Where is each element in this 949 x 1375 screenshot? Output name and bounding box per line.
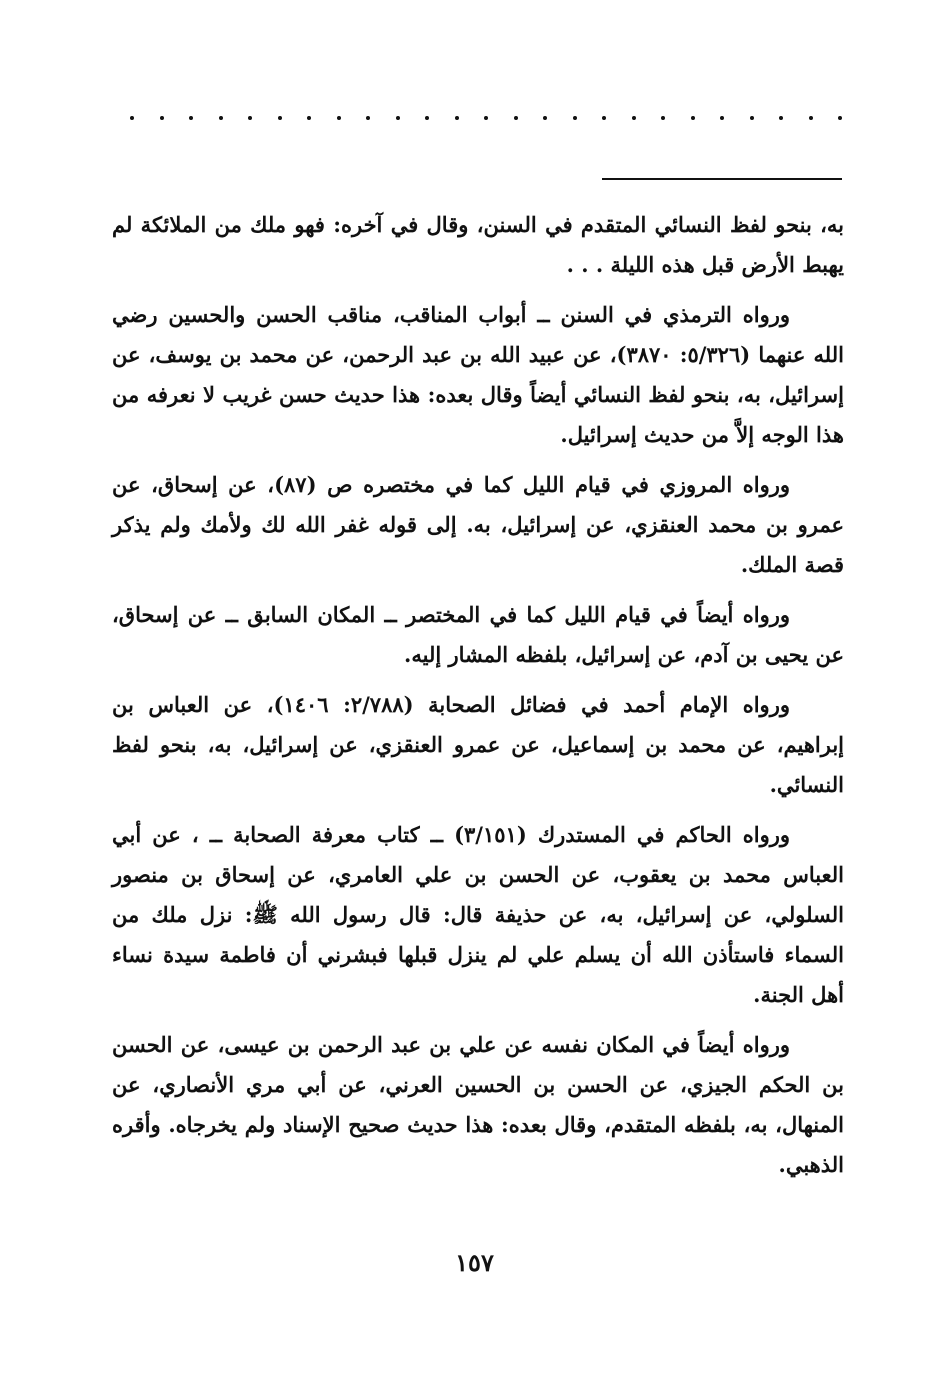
footnote-body xyxy=(112,205,844,1195)
paragraph-4: ورواه أيضاً في قيام الليل كما في المختصر ــ المكان السابق ــ عن إسحاق، عن يحيى بن آدم، عن إسرائيل، بلفظه المشار إليه. xyxy=(112,602,844,667)
page-number: ١٥٧ xyxy=(455,1248,494,1277)
paragraph-6: ورواه الحاكم في المستدرك (٣/١٥١) ــ كتاب معرفة الصحابة ــ ، عن أبي العباس محمد بن يعقوب، عن الحسن بن علي العامري، عن إسحاق بن منصور السلولي، عن إسرائيل، به، عن حذيفة قال: قال رسول الله ﷺ: نزل ملك من السماء فاستأذن الله أن يسلم علي لم ينزل قبلها فبشرني أن فاطمة سيدة نساء أهل الجنة. xyxy=(112,822,844,1007)
paragraph-7: ورواه أيضاً في المكان نفسه عن علي بن عبد الرحمن بن عيسى، عن الحسن بن الحكم الجيزي، عن الحسن بن الحسين العرني، عن أبي مري الأنصاري، عن المنهال، به، بلفظه المتقدم، وقال بعده: هذا حديث صحيح الإسناد ولم يخرجاه. وأقره الذهبي. xyxy=(112,1032,844,1177)
dotted-separator xyxy=(130,108,842,128)
paragraph-1: به، بنحو لفظ النسائي المتقدم في السنن، وقال في آخره: فهو ملك من الملائكة لم يهبط الأرض قبل هذه الليلة . . . xyxy=(112,212,844,277)
paragraph-3: ورواه المروزي في قيام الليل كما في مختصره ص (٨٧)، عن إسحاق، عن عمرو بن محمد العنقزي، عن إسرائيل، به. إلى قوله غفر الله لك ولأمك ولم يذكر قصة الملك. xyxy=(112,472,844,577)
paragraph-2: ورواه الترمذي في السنن ــ أبواب المناقب، مناقب الحسن والحسين رضي الله عنهما (٥/٣٢٦: ٣٨٧٠)، عن عبيد الله بن عبد الرحمن، عن محمد بن يوسف، عن إسرائيل، به، بنحو لفظ النسائي أيضاً وقال بعده: هذا حديث حسن غريب لا نعرفه من هذا الوجه إلاَّ من حديث إسرائيل. xyxy=(112,302,844,447)
paragraph-5: ورواه الإمام أحمد في فضائل الصحابة (٢/٧٨٨: ١٤٠٦)، عن العباس بن إبراهيم، عن محمد بن إسماعيل، عن عمرو العنقزي، عن إسرائيل، به، بنحو لفظ النسائي. xyxy=(112,692,844,797)
footnote-rule xyxy=(602,178,842,180)
